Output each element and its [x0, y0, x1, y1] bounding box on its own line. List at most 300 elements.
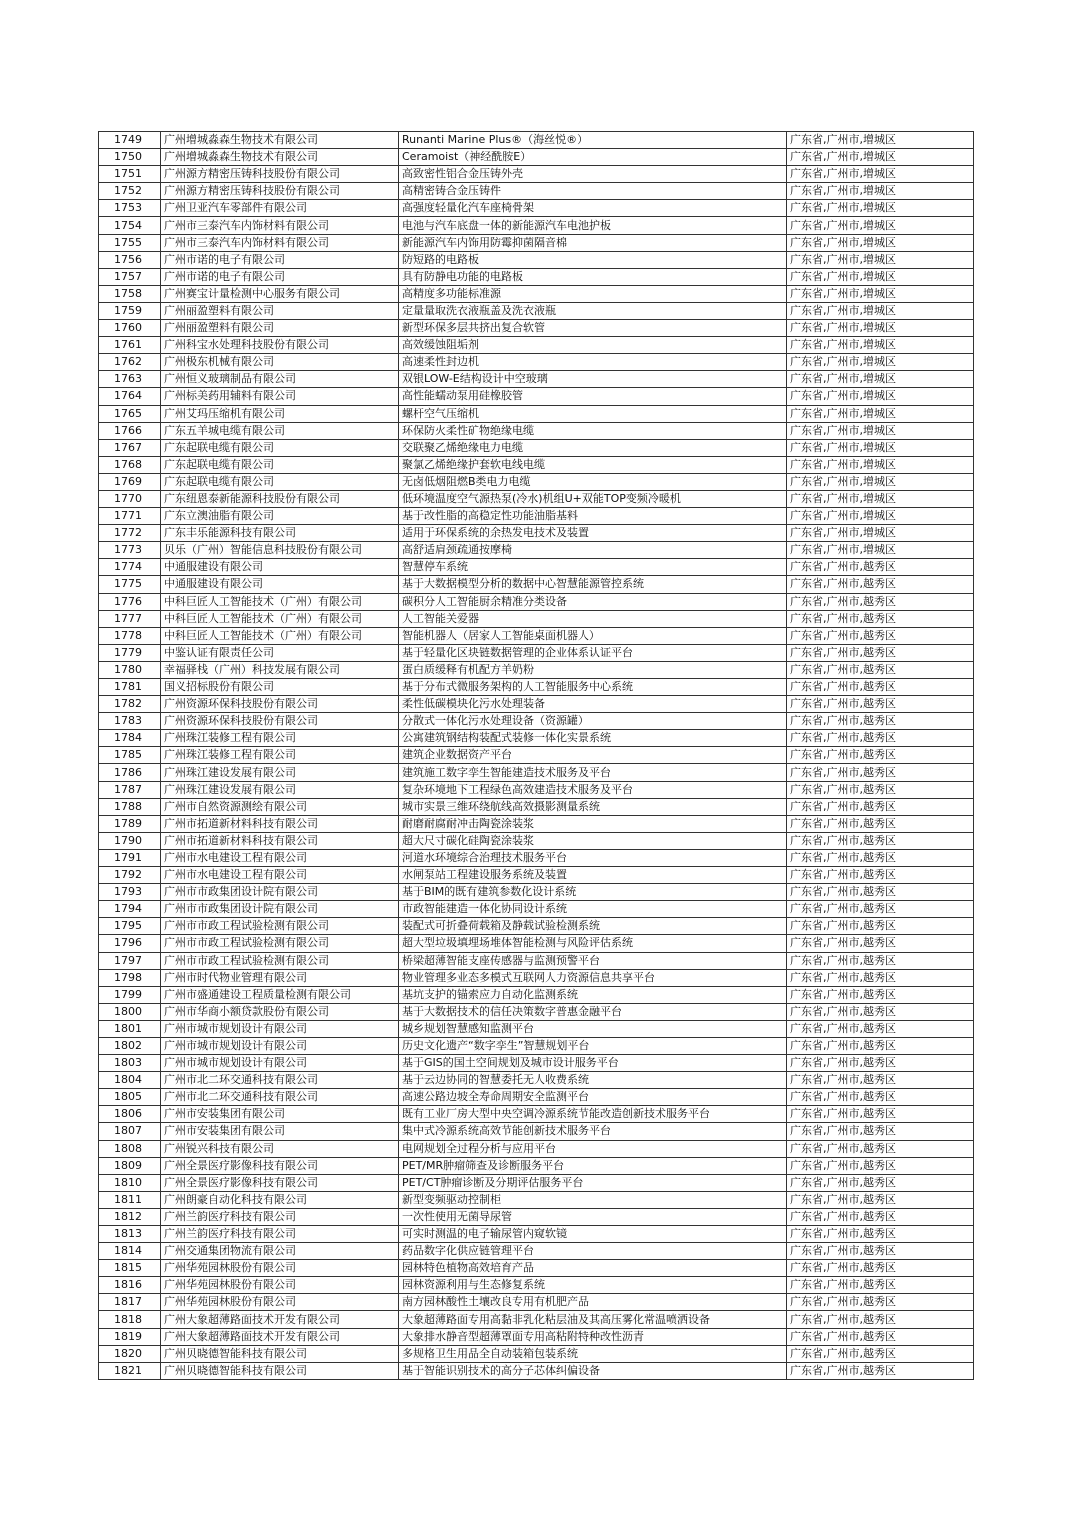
product-name-cell: 基坑支护的锚索应力自动化监测系统	[399, 986, 787, 1003]
company-name-cell: 广州大象超薄路面技术开发有限公司	[161, 1311, 399, 1328]
company-name-cell: 广州锐兴科技有限公司	[161, 1140, 399, 1157]
row-number-cell: 1761	[99, 337, 161, 354]
product-name-cell: 高强度轻量化汽车座椅骨架	[399, 200, 787, 217]
row-number-cell: 1820	[99, 1345, 161, 1362]
product-name-cell: 多规格卫生用品全自动装箱包装系统	[399, 1345, 787, 1362]
product-name-cell: 一次性使用无菌导尿管	[399, 1208, 787, 1225]
row-number-cell: 1779	[99, 644, 161, 661]
region-cell: 广东省,广州市,增城区	[787, 183, 974, 200]
region-cell: 广东省,广州市,越秀区	[787, 1089, 974, 1106]
row-number-cell: 1759	[99, 302, 161, 319]
company-name-cell: 中通服建设有限公司	[161, 559, 399, 576]
company-name-cell: 广州华苑园林股份有限公司	[161, 1294, 399, 1311]
table-row	[99, 679, 974, 696]
row-number-cell: 1801	[99, 1020, 161, 1037]
company-name-cell: 广州珠江装修工程有限公司	[161, 730, 399, 747]
table-row	[99, 1174, 974, 1191]
table-row	[99, 508, 974, 525]
region-cell: 广东省,广州市,越秀区	[787, 679, 974, 696]
company-name-cell: 广州市水电建设工程有限公司	[161, 849, 399, 866]
region-cell: 广东省,广州市,越秀区	[787, 1055, 974, 1072]
row-number-cell: 1775	[99, 576, 161, 593]
region-cell: 广东省,广州市,增城区	[787, 166, 974, 183]
table-row	[99, 1020, 974, 1037]
product-name-cell: PET/CT肿瘤诊断及分期评估服务平台	[399, 1174, 787, 1191]
row-number-cell: 1795	[99, 918, 161, 935]
company-name-cell: 广州市城市规划设计有限公司	[161, 1037, 399, 1054]
row-number-cell: 1763	[99, 371, 161, 388]
table-row	[99, 1345, 974, 1362]
table-row	[99, 1106, 974, 1123]
company-name-cell: 广州大象超薄路面技术开发有限公司	[161, 1328, 399, 1345]
table-row	[99, 1072, 974, 1089]
product-name-cell: 基于大数据技术的信任决策数字普惠金融平台	[399, 1003, 787, 1020]
table-row	[99, 1226, 974, 1243]
region-cell: 广东省,广州市,越秀区	[787, 559, 974, 576]
region-cell: 广东省,广州市,增城区	[787, 268, 974, 285]
table-row	[99, 217, 974, 234]
row-number-cell: 1812	[99, 1208, 161, 1225]
company-name-cell: 中科巨匠人工智能技术（广州）有限公司	[161, 627, 399, 644]
row-number-cell: 1803	[99, 1055, 161, 1072]
product-name-cell: 基于分布式微服务架构的人工智能服务中心系统	[399, 679, 787, 696]
region-cell: 广东省,广州市,越秀区	[787, 1260, 974, 1277]
product-name-cell: 新型环保多层共挤出复合软管	[399, 320, 787, 337]
row-number-cell: 1780	[99, 661, 161, 678]
row-number-cell: 1794	[99, 901, 161, 918]
table-row	[99, 388, 974, 405]
row-number-cell: 1751	[99, 166, 161, 183]
region-cell: 广东省,广州市,越秀区	[787, 747, 974, 764]
region-cell: 广东省,广州市,越秀区	[787, 1191, 974, 1208]
row-number-cell: 1777	[99, 610, 161, 627]
product-name-cell: 历史文化遗产“数字孪生”智慧规划平台	[399, 1037, 787, 1054]
region-cell: 广东省,广州市,增城区	[787, 439, 974, 456]
company-name-cell: 广州市诺的电子有限公司	[161, 268, 399, 285]
product-name-cell: 高舒适肩颈疏通按摩椅	[399, 542, 787, 559]
company-name-cell: 广州增城淼森生物技术有限公司	[161, 149, 399, 166]
company-name-cell: 广州市自然资源测绘有限公司	[161, 798, 399, 815]
product-name-cell: 超大型垃圾填埋场堆体智能检测与风险评估系统	[399, 935, 787, 952]
table-row	[99, 1089, 974, 1106]
region-cell: 广东省,广州市,越秀区	[787, 1243, 974, 1260]
table-row	[99, 884, 974, 901]
row-number-cell: 1804	[99, 1072, 161, 1089]
row-number-cell: 1765	[99, 405, 161, 422]
row-number-cell: 1790	[99, 832, 161, 849]
table-row	[99, 132, 974, 149]
table-row	[99, 251, 974, 268]
product-name-cell: 高精密铸合金压铸件	[399, 183, 787, 200]
product-name-cell: 装配式可折叠荷载箱及静载试验检测系统	[399, 918, 787, 935]
company-name-cell: 广州市市政集团设计院有限公司	[161, 901, 399, 918]
company-name-cell: 广州市盛通建设工程质量检测有限公司	[161, 986, 399, 1003]
region-cell: 广东省,广州市,增城区	[787, 405, 974, 422]
region-cell: 广东省,广州市,越秀区	[787, 1140, 974, 1157]
product-name-cell: 环保防火柔性矿物绝缘电缆	[399, 422, 787, 439]
row-number-cell: 1770	[99, 490, 161, 507]
company-name-cell: 广州丽盈塑料有限公司	[161, 320, 399, 337]
table-row	[99, 525, 974, 542]
table-row	[99, 456, 974, 473]
company-name-cell: 广州珠江建设发展有限公司	[161, 764, 399, 781]
row-number-cell: 1756	[99, 251, 161, 268]
product-name-cell: 碳积分人工智能厨余精准分类设备	[399, 593, 787, 610]
row-number-cell: 1757	[99, 268, 161, 285]
table-row	[99, 781, 974, 798]
table-row	[99, 1123, 974, 1140]
table-row	[99, 320, 974, 337]
row-number-cell: 1752	[99, 183, 161, 200]
region-cell: 广东省,广州市,越秀区	[787, 1345, 974, 1362]
row-number-cell: 1768	[99, 456, 161, 473]
row-number-cell: 1798	[99, 969, 161, 986]
region-cell: 广东省,广州市,增城区	[787, 473, 974, 490]
product-name-cell: 城乡规划智慧感知监测平台	[399, 1020, 787, 1037]
company-name-cell: 广州市三泰汽车内饰材料有限公司	[161, 234, 399, 251]
company-name-cell: 广东五羊城电缆有限公司	[161, 422, 399, 439]
row-number-cell: 1808	[99, 1140, 161, 1157]
company-name-cell: 广州标美药用辅料有限公司	[161, 388, 399, 405]
region-cell: 广东省,广州市,越秀区	[787, 952, 974, 969]
row-number-cell: 1793	[99, 884, 161, 901]
row-number-cell: 1792	[99, 867, 161, 884]
table-row	[99, 439, 974, 456]
row-number-cell: 1800	[99, 1003, 161, 1020]
company-name-cell: 广州市安装集团有限公司	[161, 1123, 399, 1140]
region-cell: 广东省,广州市,越秀区	[787, 644, 974, 661]
table-row	[99, 832, 974, 849]
region-cell: 广东省,广州市,越秀区	[787, 730, 974, 747]
row-number-cell: 1797	[99, 952, 161, 969]
product-name-cell: PET/MR肿瘤筛查及诊断服务平台	[399, 1157, 787, 1174]
row-number-cell: 1774	[99, 559, 161, 576]
table-row	[99, 661, 974, 678]
company-name-cell: 中通服建设有限公司	[161, 576, 399, 593]
row-number-cell: 1784	[99, 730, 161, 747]
product-name-cell: 基于BIM的既有建筑参数化设计系统	[399, 884, 787, 901]
company-name-cell: 广东起联电缆有限公司	[161, 473, 399, 490]
product-name-cell: 电池与汽车底盘一体的新能源汽车电池护板	[399, 217, 787, 234]
company-name-cell: 广州兰韵医疗科技有限公司	[161, 1208, 399, 1225]
table-row	[99, 285, 974, 302]
product-name-cell: 新型变频驱动控制柜	[399, 1191, 787, 1208]
table-row	[99, 473, 974, 490]
region-cell: 广东省,广州市,增城区	[787, 542, 974, 559]
region-cell: 广东省,广州市,越秀区	[787, 849, 974, 866]
company-name-cell: 广东纽恩泰新能源科技股份有限公司	[161, 490, 399, 507]
row-number-cell: 1773	[99, 542, 161, 559]
company-name-cell: 中鉴认证有限责任公司	[161, 644, 399, 661]
company-name-cell: 广东起联电缆有限公司	[161, 456, 399, 473]
row-number-cell: 1771	[99, 508, 161, 525]
company-name-cell: 广州赛宝计量检测中心服务有限公司	[161, 285, 399, 302]
product-name-cell: 超大尺寸碳化硅陶瓷涂装浆	[399, 832, 787, 849]
table-row	[99, 1277, 974, 1294]
region-cell: 广东省,广州市,增城区	[787, 320, 974, 337]
company-name-cell: 广州市拓道新材料科技有限公司	[161, 815, 399, 832]
product-name-cell: 基于大数据模型分析的数据中心智慧能源管控系统	[399, 576, 787, 593]
row-number-cell: 1766	[99, 422, 161, 439]
product-name-cell: 南方园林酸性土壤改良专用有机肥产品	[399, 1294, 787, 1311]
table-row	[99, 490, 974, 507]
table-row	[99, 713, 974, 730]
product-name-cell: 防短路的电路板	[399, 251, 787, 268]
product-name-cell: 公寓建筑钢结构装配式装修一体化实景系统	[399, 730, 787, 747]
row-number-cell: 1816	[99, 1277, 161, 1294]
row-number-cell: 1789	[99, 815, 161, 832]
region-cell: 广东省,广州市,越秀区	[787, 593, 974, 610]
table-row	[99, 200, 974, 217]
region-cell: 广东省,广州市,增城区	[787, 234, 974, 251]
product-name-cell: 大象排水静音型超薄罩面专用高粘附特种改性沥青	[399, 1328, 787, 1345]
region-cell: 广东省,广州市,越秀区	[787, 935, 974, 952]
product-name-cell: 物业管理多业态多模式互联网人力资源信息共享平台	[399, 969, 787, 986]
company-name-cell: 广州市时代物业管理有限公司	[161, 969, 399, 986]
product-name-cell: 药品数字化供应链管理平台	[399, 1243, 787, 1260]
product-name-cell: 市政智能建造一体化协同设计系统	[399, 901, 787, 918]
row-number-cell: 1785	[99, 747, 161, 764]
region-cell: 广东省,广州市,增城区	[787, 371, 974, 388]
region-cell: 广东省,广州市,越秀区	[787, 918, 974, 935]
product-name-cell: 适用于环保系统的余热发电技术及装置	[399, 525, 787, 542]
product-name-cell: 可实时测温的电子输尿管内窥软镜	[399, 1226, 787, 1243]
row-number-cell: 1806	[99, 1106, 161, 1123]
region-cell: 广东省,广州市,增城区	[787, 525, 974, 542]
company-name-cell: 广州市市政工程试验检测有限公司	[161, 935, 399, 952]
company-name-cell: 广州市城市规划设计有限公司	[161, 1020, 399, 1037]
row-number-cell: 1762	[99, 354, 161, 371]
table-row	[99, 183, 974, 200]
table-row	[99, 1328, 974, 1345]
company-name-cell: 广东立澳油脂有限公司	[161, 508, 399, 525]
company-name-cell: 广州市市政工程试验检测有限公司	[161, 952, 399, 969]
company-name-cell: 广州交通集团物流有限公司	[161, 1243, 399, 1260]
product-name-cell: 具有防静电功能的电路板	[399, 268, 787, 285]
region-cell: 广东省,广州市,越秀区	[787, 627, 974, 644]
region-cell: 广东省,广州市,越秀区	[787, 1226, 974, 1243]
company-name-cell: 广州市拓道新材料科技有限公司	[161, 832, 399, 849]
table-row	[99, 798, 974, 815]
product-name-cell: 人工智能关爱器	[399, 610, 787, 627]
company-name-cell: 广州恒义玻璃制品有限公司	[161, 371, 399, 388]
product-name-cell: 建筑施工数字孪生智能建造技术服务及平台	[399, 764, 787, 781]
product-name-cell: 既有工业厂房大型中央空调冷源系统节能改造创新技术服务平台	[399, 1106, 787, 1123]
region-cell: 广东省,广州市,越秀区	[787, 1277, 974, 1294]
table-row	[99, 627, 974, 644]
region-cell: 广东省,广州市,增城区	[787, 456, 974, 473]
table-row	[99, 696, 974, 713]
product-name-cell: 聚氯乙烯绝缘护套软电线电缆	[399, 456, 787, 473]
region-cell: 广东省,广州市,越秀区	[787, 1020, 974, 1037]
region-cell: 广东省,广州市,增城区	[787, 337, 974, 354]
product-name-cell: 智慧停车系统	[399, 559, 787, 576]
table-row	[99, 764, 974, 781]
company-name-cell: 广州科宝水处理科技股份有限公司	[161, 337, 399, 354]
table-row	[99, 337, 974, 354]
region-cell: 广东省,广州市,增城区	[787, 508, 974, 525]
company-name-cell: 广州市北二环交通科技有限公司	[161, 1072, 399, 1089]
product-name-cell: 复杂环境地下工程绿色高效建造技术服务及平台	[399, 781, 787, 798]
table-row	[99, 1003, 974, 1020]
product-name-cell: 高性能蠕动泵用硅橡胶管	[399, 388, 787, 405]
region-cell: 广东省,广州市,增城区	[787, 149, 974, 166]
product-name-cell: 基于轻量化区块链数据管理的企业体系认证平台	[399, 644, 787, 661]
table-body	[99, 132, 974, 1380]
region-cell: 广东省,广州市,越秀区	[787, 1157, 974, 1174]
region-cell: 广东省,广州市,越秀区	[787, 901, 974, 918]
region-cell: 广东省,广州市,增城区	[787, 217, 974, 234]
table-row	[99, 1191, 974, 1208]
region-cell: 广东省,广州市,越秀区	[787, 1003, 974, 1020]
table-row	[99, 901, 974, 918]
company-name-cell: 广州市安装集团有限公司	[161, 1106, 399, 1123]
row-number-cell: 1750	[99, 149, 161, 166]
region-cell: 广东省,广州市,越秀区	[787, 764, 974, 781]
company-name-cell: 广州源方精密压铸科技股份有限公司	[161, 183, 399, 200]
product-name-cell: 建筑企业数据资产平台	[399, 747, 787, 764]
company-name-cell: 广州贝晓德智能科技有限公司	[161, 1345, 399, 1362]
product-name-cell: 集中式冷源系统高效节能创新技术服务平台	[399, 1123, 787, 1140]
row-number-cell: 1815	[99, 1260, 161, 1277]
product-name-cell: 高致密性铝合金压铸外壳	[399, 166, 787, 183]
table-row	[99, 952, 974, 969]
company-name-cell: 广州市城市规划设计有限公司	[161, 1055, 399, 1072]
product-name-cell: 高效缓蚀阻垢剂	[399, 337, 787, 354]
region-cell: 广东省,广州市,越秀区	[787, 1037, 974, 1054]
row-number-cell: 1767	[99, 439, 161, 456]
row-number-cell: 1772	[99, 525, 161, 542]
region-cell: 广东省,广州市,越秀区	[787, 884, 974, 901]
row-number-cell: 1814	[99, 1243, 161, 1260]
product-name-cell: Runanti Marine Plus®（海丝悦®）	[399, 132, 787, 149]
table-row	[99, 644, 974, 661]
product-name-cell: 定量量取洗衣液瓶盖及洗衣液瓶	[399, 302, 787, 319]
company-name-cell: 广州全景医疗影像科技有限公司	[161, 1157, 399, 1174]
product-name-cell: 基于改性脂的高稳定性功能油脂基料	[399, 508, 787, 525]
product-name-cell: 水闸泵站工程建设服务系统及装置	[399, 867, 787, 884]
region-cell: 广东省,广州市,增城区	[787, 285, 974, 302]
row-number-cell: 1788	[99, 798, 161, 815]
company-name-cell: 广州增城淼森生物技术有限公司	[161, 132, 399, 149]
row-number-cell: 1783	[99, 713, 161, 730]
company-name-cell: 广东丰乐能源科技有限公司	[161, 525, 399, 542]
row-number-cell: 1782	[99, 696, 161, 713]
region-cell: 广东省,广州市,越秀区	[787, 1328, 974, 1345]
row-number-cell: 1787	[99, 781, 161, 798]
row-number-cell: 1764	[99, 388, 161, 405]
row-number-cell: 1821	[99, 1362, 161, 1379]
table-row	[99, 302, 974, 319]
table-row	[99, 969, 974, 986]
region-cell: 广东省,广州市,增城区	[787, 132, 974, 149]
region-cell: 广东省,广州市,越秀区	[787, 798, 974, 815]
table-row	[99, 354, 974, 371]
product-name-cell: 园林特色植物高效培育产品	[399, 1260, 787, 1277]
table-row	[99, 1055, 974, 1072]
row-number-cell: 1769	[99, 473, 161, 490]
company-name-cell: 幸福驿栈（广州）科技发展有限公司	[161, 661, 399, 678]
company-name-cell: 广州兰韵医疗科技有限公司	[161, 1226, 399, 1243]
company-name-cell: 广州华苑园林股份有限公司	[161, 1277, 399, 1294]
company-name-cell: 广州市市政集团设计院有限公司	[161, 884, 399, 901]
region-cell: 广东省,广州市,越秀区	[787, 713, 974, 730]
region-cell: 广东省,广州市,越秀区	[787, 986, 974, 1003]
region-cell: 广东省,广州市,越秀区	[787, 696, 974, 713]
table-row	[99, 1260, 974, 1277]
table-row	[99, 1208, 974, 1225]
row-number-cell: 1818	[99, 1311, 161, 1328]
region-cell: 广东省,广州市,增城区	[787, 302, 974, 319]
product-name-cell: 桥梁超薄智能支座传感器与监测预警平台	[399, 952, 787, 969]
company-name-cell: 广州艾玛压缩机有限公司	[161, 405, 399, 422]
region-cell: 广东省,广州市,越秀区	[787, 1294, 974, 1311]
row-number-cell: 1778	[99, 627, 161, 644]
table-row	[99, 1140, 974, 1157]
row-number-cell: 1802	[99, 1037, 161, 1054]
product-list-table	[98, 131, 974, 1380]
region-cell: 广东省,广州市,越秀区	[787, 867, 974, 884]
region-cell: 广东省,广州市,越秀区	[787, 1311, 974, 1328]
region-cell: 广东省,广州市,越秀区	[787, 1072, 974, 1089]
table-row	[99, 234, 974, 251]
region-cell: 广东省,广州市,越秀区	[787, 781, 974, 798]
company-name-cell: 广州朗豪自动化科技有限公司	[161, 1191, 399, 1208]
table-row	[99, 867, 974, 884]
region-cell: 广东省,广州市,越秀区	[787, 832, 974, 849]
table-row	[99, 593, 974, 610]
product-name-cell: Ceramoist（神经酰胺E）	[399, 149, 787, 166]
table-row	[99, 610, 974, 627]
table-row	[99, 1311, 974, 1328]
product-name-cell: 高精度多功能标准源	[399, 285, 787, 302]
product-name-cell: 新能源汽车内饰用防霉抑菌隔音棉	[399, 234, 787, 251]
company-name-cell: 中科巨匠人工智能技术（广州）有限公司	[161, 593, 399, 610]
company-name-cell: 广州珠江建设发展有限公司	[161, 781, 399, 798]
row-number-cell: 1796	[99, 935, 161, 952]
row-number-cell: 1810	[99, 1174, 161, 1191]
table-row	[99, 371, 974, 388]
product-name-cell: 园林资源利用与生态修复系统	[399, 1277, 787, 1294]
table-row	[99, 405, 974, 422]
company-name-cell: 广州卫亚汽车零部件有限公司	[161, 200, 399, 217]
table-row	[99, 849, 974, 866]
company-name-cell: 广州华苑园林股份有限公司	[161, 1260, 399, 1277]
row-number-cell: 1805	[99, 1089, 161, 1106]
row-number-cell: 1813	[99, 1226, 161, 1243]
row-number-cell: 1758	[99, 285, 161, 302]
table-row	[99, 422, 974, 439]
company-name-cell: 广州市三泰汽车内饰材料有限公司	[161, 217, 399, 234]
product-name-cell: 河道水环境综合治理技术服务平台	[399, 849, 787, 866]
company-name-cell: 广州资源环保科技股份有限公司	[161, 713, 399, 730]
product-name-cell: 交联聚乙烯绝缘电力电缆	[399, 439, 787, 456]
product-name-cell: 大象超薄路面专用高黏非乳化粘层油及其高压雾化常温喷洒设备	[399, 1311, 787, 1328]
company-name-cell: 广州珠江装修工程有限公司	[161, 747, 399, 764]
table-row	[99, 1362, 974, 1379]
company-name-cell: 广州市北二环交通科技有限公司	[161, 1089, 399, 1106]
company-name-cell: 中科巨匠人工智能技术（广州）有限公司	[161, 610, 399, 627]
product-name-cell: 高速柔性封边机	[399, 354, 787, 371]
region-cell: 广东省,广州市,增城区	[787, 422, 974, 439]
region-cell: 广东省,广州市,增城区	[787, 490, 974, 507]
row-number-cell: 1809	[99, 1157, 161, 1174]
company-name-cell: 广州市诺的电子有限公司	[161, 251, 399, 268]
region-cell: 广东省,广州市,越秀区	[787, 1362, 974, 1379]
region-cell: 广东省,广州市,越秀区	[787, 610, 974, 627]
row-number-cell: 1799	[99, 986, 161, 1003]
region-cell: 广东省,广州市,越秀区	[787, 1123, 974, 1140]
